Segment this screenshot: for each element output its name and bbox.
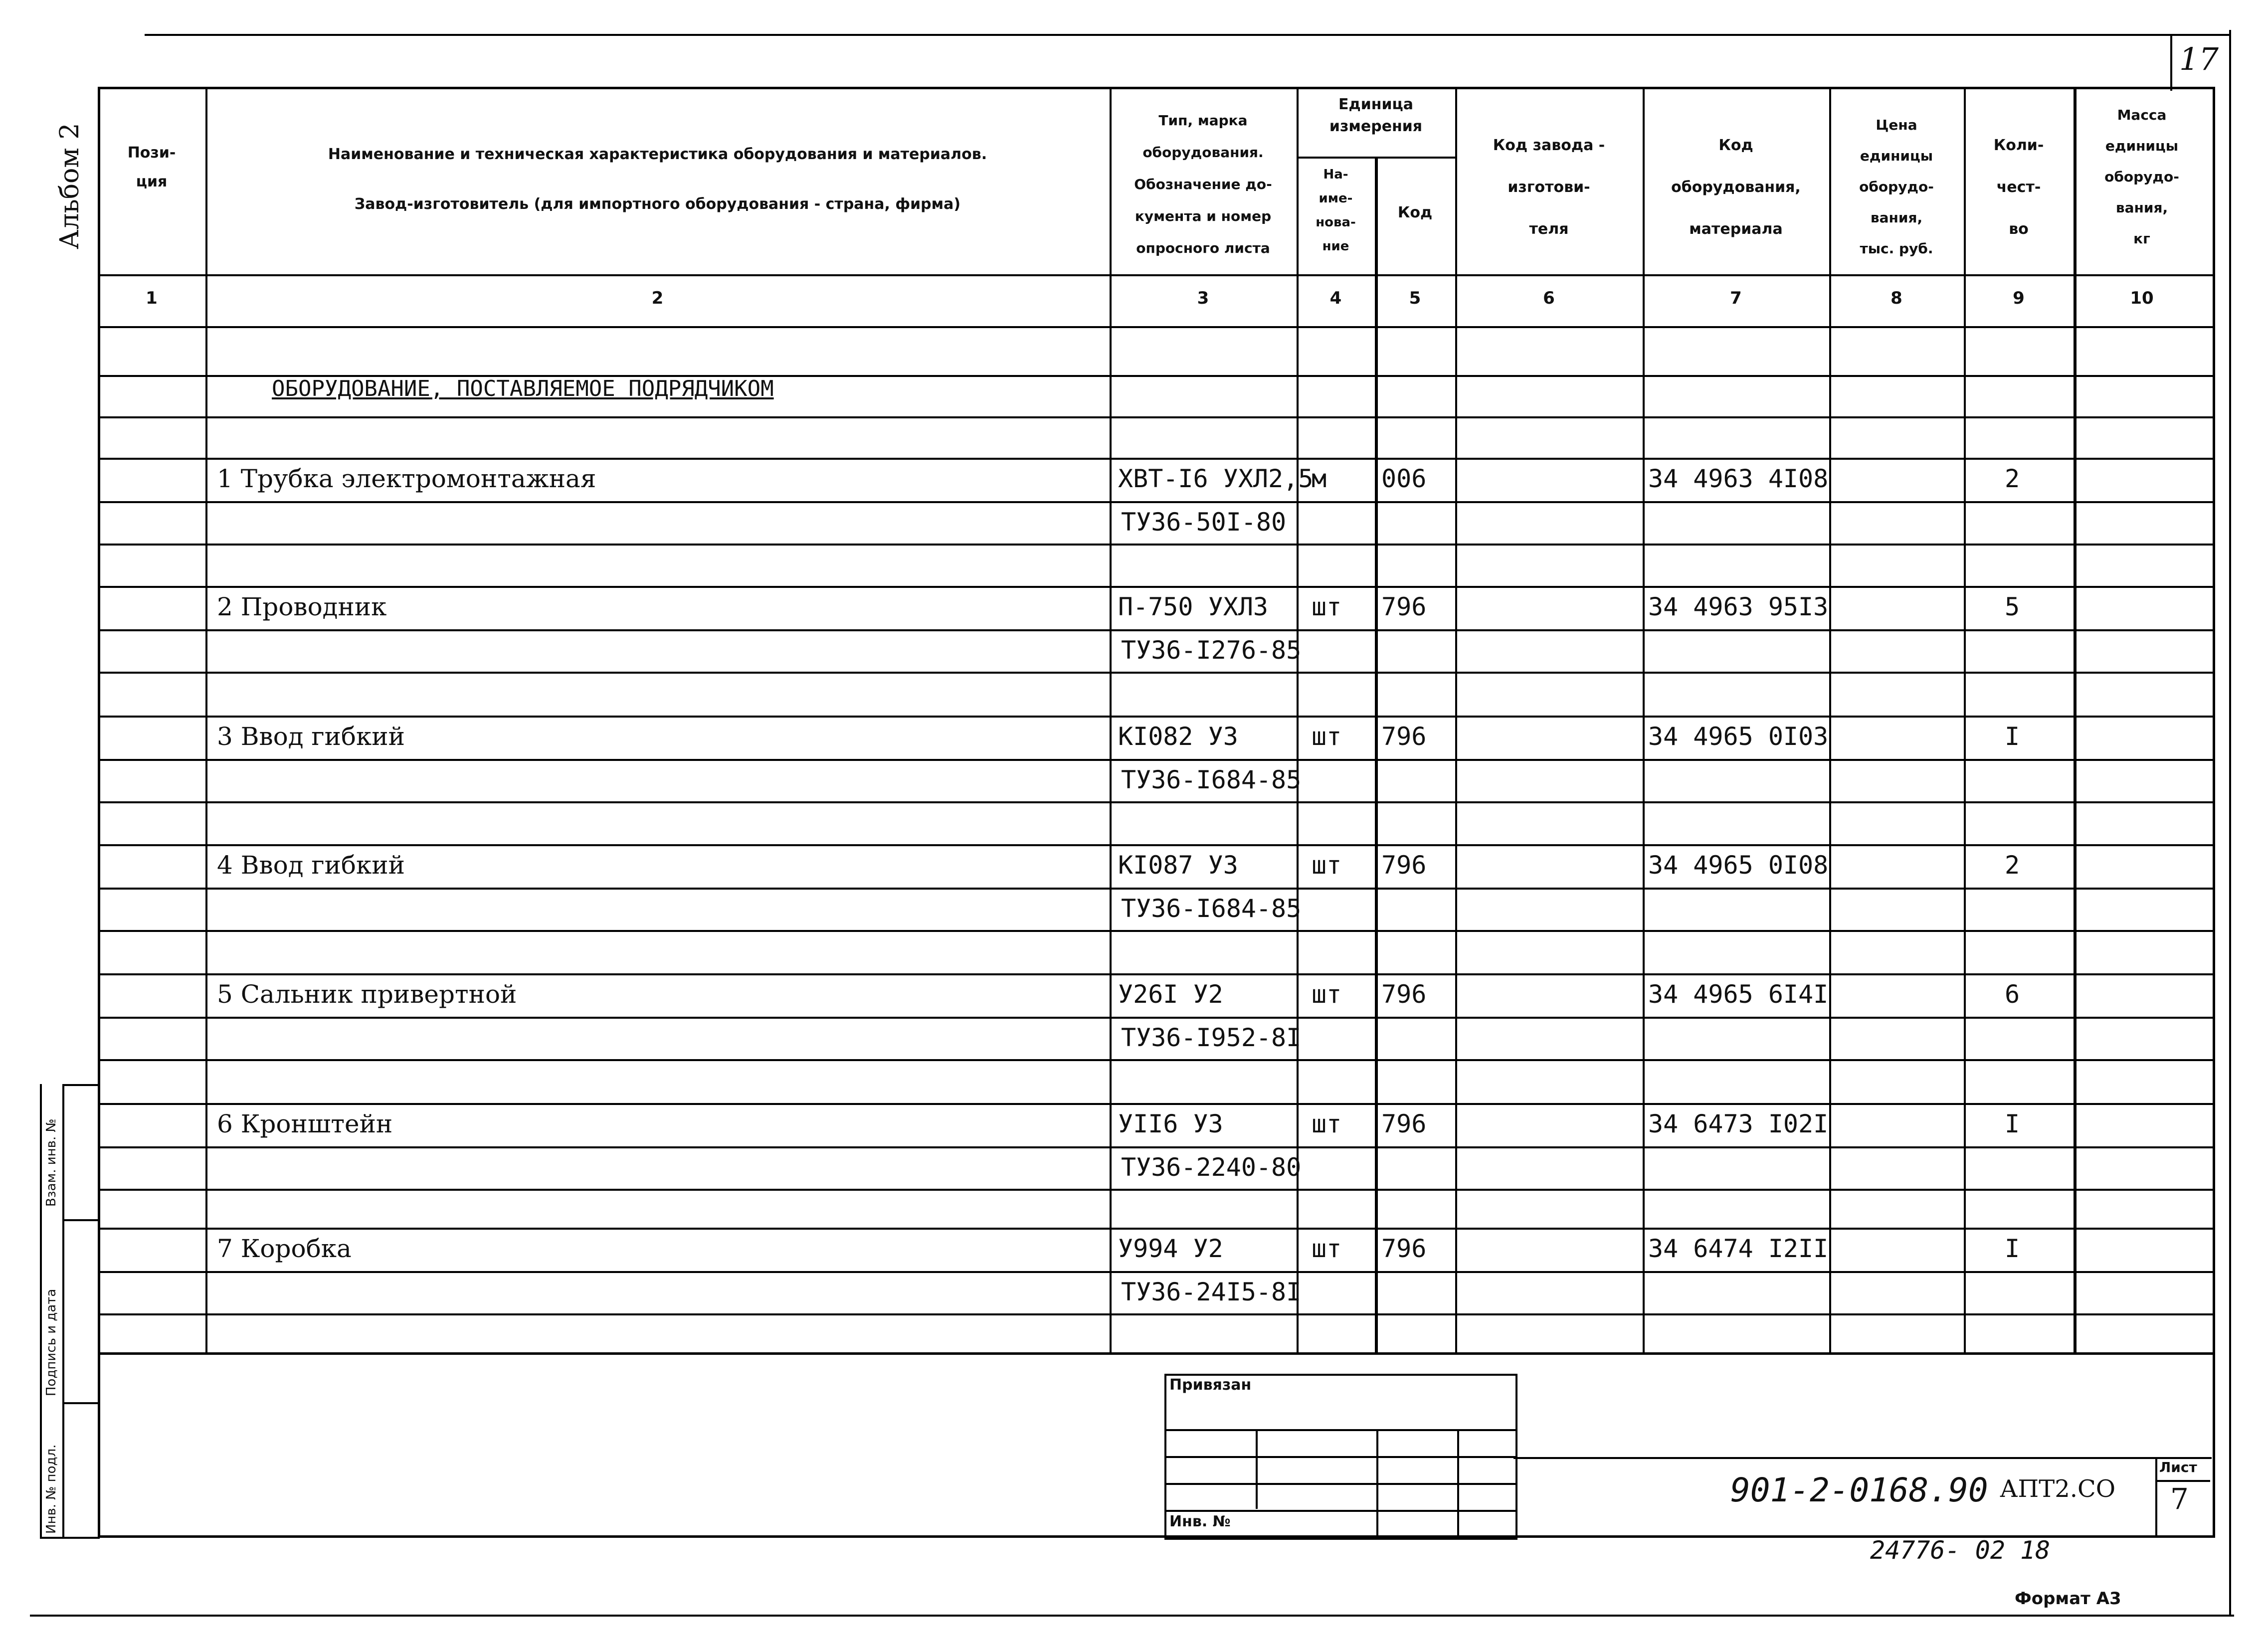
side-stamp-inner (62, 1084, 64, 1538)
item-qty: I (2005, 1234, 2020, 1263)
header-col9-line: Коли- (1993, 137, 2044, 154)
item-doc: ТУ36-I952-8I (1121, 1023, 1302, 1052)
item-name: 1 Трубка электромонтажная (217, 464, 596, 493)
item-qty: I (2005, 722, 2020, 751)
item-type: ХВТ-I6 УХЛ2,5 (1118, 464, 1314, 493)
colnum-bottom-line (98, 326, 2215, 328)
doc-number: 901-2-0168.90 (1730, 1471, 1988, 1509)
item-code: 34 4965 6I4I (1648, 980, 1829, 1009)
inv-label: Инв. № (1169, 1513, 1231, 1530)
item-type: У26I У2 (1118, 980, 1223, 1009)
col-sep-4 (1375, 157, 1378, 1353)
item-doc: ТУ36-I276-85 (1121, 636, 1302, 665)
bound-line-1 (1164, 1429, 1517, 1431)
item-name: 6 Кронштейн (217, 1109, 393, 1138)
header-col1-line: Пози- (127, 144, 176, 162)
header-col10 (2074, 100, 2210, 254)
corner-box-left (2170, 36, 2172, 91)
col-sep-8 (1964, 87, 1966, 1353)
col-sep-2 (1110, 87, 1112, 1353)
table-body-bottom (98, 1352, 2215, 1355)
header-col6 (1455, 125, 1643, 250)
item-code: 34 4965 0I03 (1648, 722, 1829, 751)
sheet-top-line (145, 34, 2229, 36)
row-line (98, 930, 2215, 932)
colnum-3: 3 (1197, 288, 1209, 308)
item-type: УII6 У3 (1118, 1109, 1223, 1138)
header-col4-line: име- (1319, 191, 1353, 206)
colnum-9: 9 (2013, 288, 2025, 308)
header-col6-line: теля (1529, 220, 1569, 238)
header-col8-line: Цена (1876, 117, 1917, 133)
colnum-5: 5 (1409, 288, 1421, 308)
header-col6-line: Код завода - (1493, 137, 1605, 154)
item-type: П-750 УХЛ3 (1118, 592, 1269, 621)
side-stamp-line-1 (62, 1084, 100, 1086)
col-sep-1 (205, 87, 207, 1353)
item-unit-name: шт (1312, 1234, 1342, 1263)
header-col3-line: кумента и номер (1134, 208, 1272, 224)
header-col7-line: оборудования, (1671, 179, 1801, 196)
side-stamp-line-2 (62, 1219, 100, 1221)
col-sep-5 (1455, 87, 1457, 1353)
header-col7 (1643, 125, 1829, 250)
header-col5 (1375, 198, 1455, 227)
item-type: КI087 У3 (1118, 851, 1238, 880)
header-col10-line: кг (2133, 230, 2150, 247)
item-unit-name: шт (1312, 592, 1342, 621)
item-unit-code: 796 (1381, 980, 1427, 1009)
header-col3 (1110, 105, 1297, 264)
header-col7-line: Код (1718, 137, 1753, 154)
bound-line-2 (1164, 1456, 1517, 1458)
item-unit-name: шт (1312, 851, 1342, 880)
header-col9-line: во (2009, 220, 2029, 238)
row-line (98, 801, 2215, 803)
stamp-number: 24776- 02 18 (1870, 1536, 2051, 1565)
side-stamp-line-4 (40, 1537, 100, 1539)
header-col3-line: оборудования. (1142, 144, 1264, 161)
item-type: У994 У2 (1118, 1234, 1223, 1263)
item-doc: ТУ36-I684-85 (1121, 894, 1302, 923)
header-col8-line: тыс. руб. (1860, 240, 1933, 257)
side-replace-label: Взам. инв. № (44, 1118, 59, 1207)
header-col3-line: опросного листа (1136, 240, 1270, 256)
header-col4 (1297, 163, 1375, 258)
col-sep-6 (1643, 87, 1645, 1353)
header-unit-line: измерения (1329, 118, 1423, 135)
item-unit-code: 796 (1381, 1109, 1427, 1138)
row-line (98, 544, 2215, 546)
header-col8 (1829, 110, 1964, 264)
header-col5-line: Код (1397, 204, 1433, 221)
header-col1-line: ция (136, 173, 168, 190)
item-unit-code: 006 (1381, 464, 1427, 493)
item-unit-code: 796 (1381, 851, 1427, 880)
side-inv-label: Инв. № подл. (44, 1444, 59, 1534)
item-code: 34 4963 95I3 (1648, 592, 1829, 621)
item-name: 7 Коробка (217, 1234, 352, 1263)
header-col4-line: На- (1323, 167, 1348, 182)
item-qty: 2 (2005, 851, 2020, 880)
header-unit-line: Единица (1338, 96, 1413, 113)
col-sep-9 (2074, 87, 2077, 1353)
sheet-box-left (2155, 1457, 2157, 1537)
header-col7-line: материала (1689, 220, 1783, 238)
item-qty: 5 (2005, 592, 2020, 621)
section-title: ОБОРУДОВАНИЕ, ПОСТАВЛЯЕМОЕ ПОДРЯДЧИКОМ (272, 376, 774, 401)
bound-line-4 (1164, 1510, 1517, 1512)
header-col4-line: ние (1322, 239, 1349, 254)
colnum-2: 2 (651, 288, 664, 308)
item-code: 34 6474 I2II (1648, 1234, 1829, 1263)
bound-vline-2 (1376, 1429, 1378, 1537)
row-line (98, 672, 2215, 674)
header-col4-line: нова- (1316, 215, 1356, 230)
header-col10-line: вания, (2115, 199, 2168, 216)
colnum-6: 6 (1543, 288, 1555, 308)
item-name: 3 Ввод гибкий (217, 722, 405, 751)
header-col10-line: единицы (2105, 138, 2179, 154)
sheet-bottom-line (30, 1615, 2234, 1617)
item-type: КI082 У3 (1118, 722, 1238, 751)
item-name: 4 Ввод гибкий (217, 851, 405, 880)
header-col2-line: Наименование и техническая характеристика оборудования и материалов. (328, 146, 987, 163)
item-unit-name: шт (1312, 1109, 1342, 1138)
header-col6-line: изготови- (1508, 179, 1590, 196)
header-col2-line: Завод-изготовитель (для импортного оборудования - страна, фирма) (354, 195, 961, 213)
header-unit (1297, 94, 1455, 138)
item-code: 34 4965 0I08 (1648, 851, 1829, 880)
header-col8-line: единицы (1860, 148, 1933, 164)
format-label: Формат А3 (2015, 1589, 2121, 1609)
item-qty: I (2005, 1109, 2020, 1138)
side-stamp-line-3 (62, 1402, 100, 1404)
item-name: 5 Сальник привертной (217, 980, 517, 1009)
item-doc: ТУ36-2240-80 (1121, 1153, 1302, 1182)
item-name: 2 Проводник (217, 592, 387, 621)
item-unit-code: 796 (1381, 1234, 1427, 1263)
row-line (98, 1189, 2215, 1191)
header-col2 (205, 130, 1110, 229)
row-line (98, 416, 2215, 418)
bound-line-3 (1164, 1483, 1517, 1485)
row-line (98, 1313, 2215, 1315)
header-col10-line: Масса (2117, 107, 2167, 123)
doc-block-top (1513, 1457, 2212, 1459)
item-doc: ТУ36-24I5-8I (1121, 1278, 1302, 1306)
colnum-1: 1 (146, 288, 158, 308)
item-unit-name: шт (1312, 980, 1342, 1009)
colnum-8: 8 (1890, 288, 1902, 308)
header-col10-line: оборудо- (2104, 169, 2179, 185)
bound-label: Привязан (1169, 1376, 1252, 1394)
header-col9-line: чест- (1996, 179, 2041, 196)
item-doc: ТУ36-50I-80 (1121, 508, 1287, 537)
header-col9 (1964, 125, 2074, 250)
header-col8-line: вания, (1870, 209, 1923, 226)
header-col1 (98, 139, 205, 196)
sheet-label: Лист (2159, 1459, 2197, 1475)
corner-sheet-number: 17 (2179, 41, 2219, 77)
sheet-value: 7 (2170, 1482, 2189, 1516)
bound-vline-1 (1256, 1429, 1258, 1509)
item-qty: 2 (2005, 464, 2020, 493)
header-bottom-line (98, 274, 2215, 276)
colnum-4: 4 (1329, 288, 1342, 308)
bound-vline-3 (1457, 1429, 1459, 1537)
header-col3-line: Обозначение до- (1134, 176, 1272, 192)
item-doc: ТУ36-I684-85 (1121, 765, 1302, 794)
header-col8-line: оборудо- (1859, 179, 1934, 195)
side-sign-label: Подпись и дата (44, 1288, 59, 1396)
item-unit-name: шт (1312, 722, 1342, 751)
sheet-right-line (2229, 30, 2231, 1616)
item-unit-code: 796 (1381, 722, 1427, 751)
item-qty: 6 (2005, 980, 2020, 1009)
side-stamp-outer (40, 1084, 42, 1538)
col-sep-7 (1829, 87, 1831, 1353)
header-col3-line: Тип, марка (1158, 112, 1248, 129)
doc-mark: АПТ2.СО (2000, 1475, 2116, 1503)
colnum-7: 7 (1730, 288, 1742, 308)
row-line (98, 1059, 2215, 1061)
album-label: Альбом 2 (55, 123, 85, 249)
item-unit-name: м (1312, 464, 1327, 493)
item-unit-code: 796 (1381, 592, 1427, 621)
colnum-10: 10 (2130, 288, 2154, 308)
item-code: 34 4963 4I08 (1648, 464, 1829, 493)
item-code: 34 6473 I02I (1648, 1109, 1829, 1138)
